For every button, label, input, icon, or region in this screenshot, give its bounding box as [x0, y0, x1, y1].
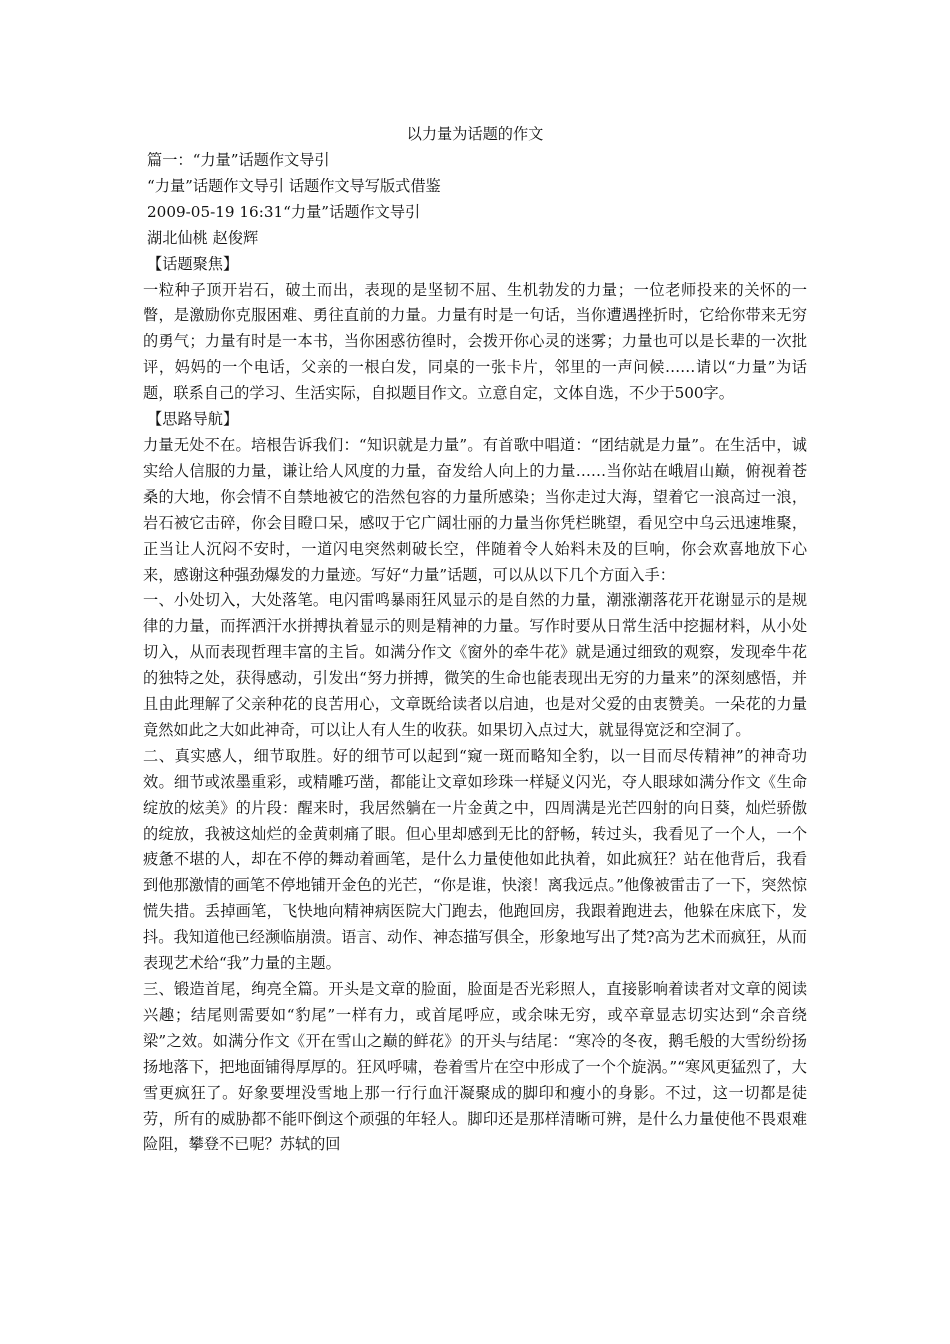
section-heading-focus: 【话题聚焦】 [147, 254, 239, 273]
paragraph-point-2: 二、真实感人，细节取胜。好的细节可以起到“窥一斑而略知全豹，以一目而尽传精神”的神奇功效。细节或浓墨重彩，或精雕巧凿，都能让文章如珍珠一样疑义闪光，夺人眼球如满分作文《生命绽放的炫美》的片段：醒来时，我居然躺在一片金黄之中，四周满是光芒四射的向日葵，灿烂骄傲的绽放，我被这灿烂的金黄刺痛了眼。但心里却感到无比的舒畅，转过头，我看见了一个人，一个疲惫不堪的人，却在不停的舞动着画笔，是什么力量使他如此执着，如此疯狂？站在他背后，我看到他那激情的画笔不停地铺开金色的光芒，“你是谁，快滚！离我远点。”他像被雷击了一下，突然惊慌失措。丢掉画笔，飞快地向精神病医院大门跑去，他跑回房，我跟着跑进去，他躲在床底下，发抖。我知道他已经濒临崩溃。语言、动作、神态描写俱全，形象地写出了梵?高为艺术而疯狂，从而表现艺术给“我”力量的主题。 [143, 746, 807, 973]
paragraph-guide-intro: 力量无处不在。培根告诉我们：“知识就是力量”。有首歌中唱道：“团结就是力量”。在生活中，诚实给人信服的力量，谦让给人风度的力量，奋发给人向上的力量……当你站在峨眉山巅，俯视着苍桑的大地，你会情不自禁地被它的浩然包容的力量所感染；当你走过大海，望着它一浪高过一浪，岩石被它击碎，你会目瞪口呆，感叹于它广阔壮丽的力量当你凭栏眺望，看见空中乌云迅速堆聚，正当让人沉闷不安时，一道闪电突然刺破长空，伴随着令人始料未及的巨响，你会欢喜地放下心来，感谢这种强劲爆发的力量迹。写好“力量”话题，可以从以下几个方面入手： [143, 435, 807, 584]
header-line-subtitle: “力量”话题作文导引 话题作文导写版式借鉴 [147, 176, 441, 195]
paragraph-point-3: 三、锻造首尾，绚亮全篇。开头是文章的脸面，脸面是否光彩照人，直接影响着读者对文章的阅读兴趣；结尾则需要如“豹尾”一样有力，或首尾呼应，或余味无穷，或卒章显志切实达到“余音绕梁”之效。如满分作文《开在雪山之巅的鲜花》的开头与结尾：“寒冷的冬夜，鹅毛般的大雪纷纷扬扬地落下，把地面铺得厚厚的。狂风呼啸，卷着雪片在空中形成了一个个旋涡。”“寒风更猛烈了，大雪更疯狂了。好象要埋没雪地上那一行行血汗凝聚成的脚印和瘦小的身影。不过，这一切都是徒劳，所有的威胁都不能吓倒这个顽强的年轻人。脚印还是那样清晰可辨，是什么力量使他不畏艰难险阻，攀登不已呢？苏轼的回 [143, 980, 807, 1154]
section-heading-guide: 【思路导航】 [147, 410, 239, 429]
header-line-article: 篇一：“力量”话题作文导引 [147, 151, 330, 169]
header-line-author: 湖北仙桃 赵俊辉 [147, 228, 259, 247]
document-body [143, 122, 807, 1158]
paragraph-point-1: 一、小处切入，大处落笔。电闪雷鸣暴雨狂风显示的是自然的力量，潮涨潮落花开花谢显示的是规律的力量，而挥洒汗水拼搏执着显示的则是精神的力量。写作时要从日常生活中挖掘材料，从小处切入，从而表现哲理丰富的主旨。如满分作文《窗外的牵牛花》就是通过细致的观察，发现牵牛花的独特之处，获得感动，引发出“努力拼搏，微笑的生命也能表现出无穷的力量来”的深刻感悟，并且由此理解了父亲种花的良苦用心，文章既给读者以启迪，也是对父爱的由衷赞美。一朵花的力量竟然如此之大如此神奇，可以让人有人生的收获。如果切入点过大，就显得宽泛和空洞了。 [143, 591, 807, 739]
document-title: 以力量为话题的作文 [406, 125, 544, 143]
header-line-date: 2009-05-19 16:31“力量”话题作文导引 [147, 202, 421, 221]
paragraph-focus: 一粒种子顶开岩石，破土而出，表现的是坚韧不屈、生机勃发的力量；一位老师投来的关怀的一瞥，是激励你克服困难、勇往直前的力量。力量有时是一句话，当你遭遇挫折时，它给你带来无穷的勇气；力量有时是一本书，当你困惑彷徨时，会拨开你心灵的迷雾；力量也可以是长辈的一次批评，妈妈的一个电话，父亲的一根白发，同桌的一张卡片，邻里的一声问候……请以“力量”为话题，联系自己的学习、生活实际，自拟题目作文。立意自定，文体自选，不少于500字。 [143, 280, 807, 403]
